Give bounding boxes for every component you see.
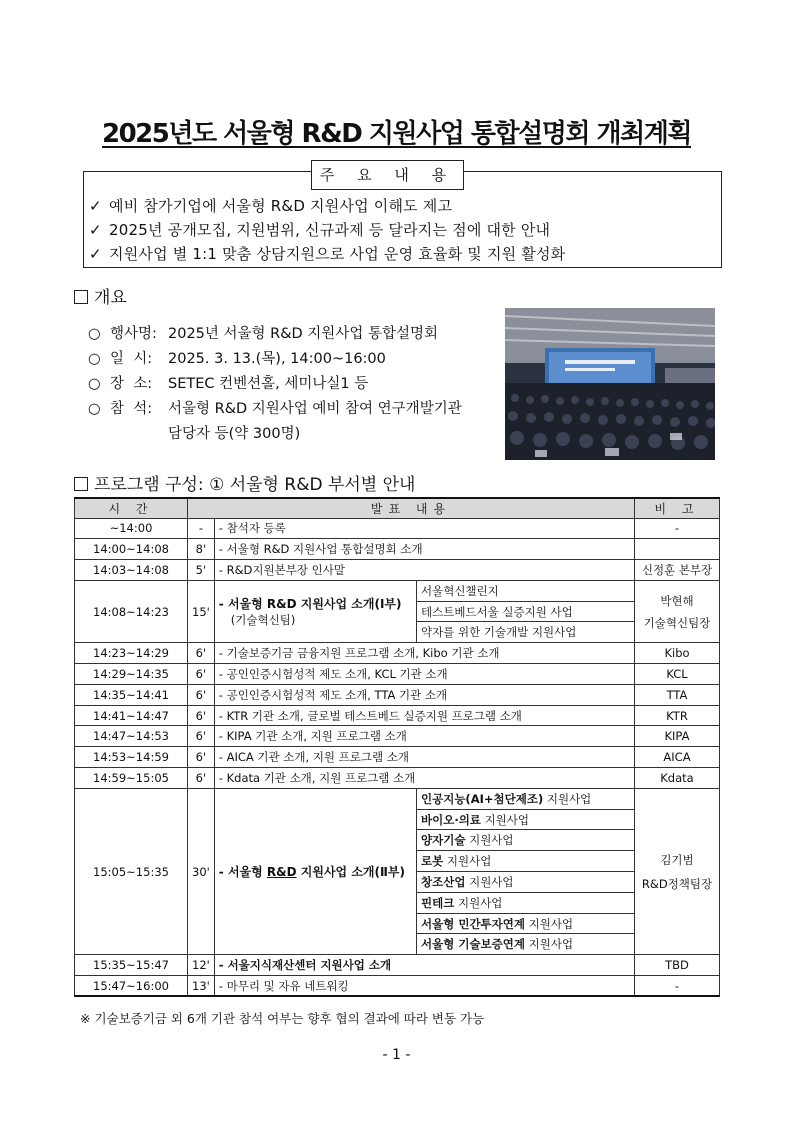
cell-time: 14:35~14:41 [75,684,188,705]
sub-program-suffix: 지원사업 [443,854,492,869]
cell-time: 14:41~14:47 [75,705,188,726]
overview-value: 2025. 3. 13.(목), 14:00~16:00 [168,351,386,367]
summary-label: 주 요 내 용 [311,160,464,190]
sub-program-name: 핀테크 [421,895,455,910]
table-row [75,518,720,539]
sub-program-name: 창조산업 [421,874,466,889]
cell-content: - 공인인증시험성적 제도 소개, KCL 기관 소개 [214,664,634,685]
table-row [75,726,720,747]
table-row [75,705,720,726]
table-row [75,955,720,976]
cell-minutes: 30' [188,788,215,954]
header-note: 비 고 [635,498,720,518]
cell-content: - R&D지원본부장 인사말 [214,560,634,581]
cell-time: 14:00~14:08 [75,539,188,560]
sub-program-suffix: 지원사업 [480,812,530,827]
cell-minutes: 6' [188,684,215,705]
summary-item [89,242,719,266]
table-row [75,560,720,581]
cell-content: - KTR 기관 소개, 글로벌 테스트베드 실증지원 프로그램 소개 [214,705,634,726]
cell-content: - 참석자 등록 [214,518,634,539]
session-title: - 서울형 R&D 지원사업 소개(Ⅰ부) [218,597,402,612]
header-time: 시 간 [75,498,188,518]
event-photo [505,308,715,460]
circle-bullet-icon: ○ [88,376,101,392]
cell-minutes: 6' [188,768,215,789]
speaker-role: 기술혁신팀장 [643,615,711,630]
summary-item [89,194,719,218]
table-row [75,664,720,685]
sub-program [417,851,635,872]
table-row [75,788,720,809]
summary-list [89,194,719,266]
sub-program-suffix: 지원사업 [524,916,574,931]
cell-minutes: - [188,518,215,539]
table-row [75,580,720,601]
cell-time: ~14:00 [75,518,188,539]
overview-label: 장 소: [110,376,153,392]
summary-text: 예비 참가기업에 서울형 R&D 지원사업 이해도 제고 [109,197,453,215]
cell-note: KIPA [635,726,720,747]
check-icon: ✓ [89,221,102,239]
checkbox-square-icon [74,290,88,304]
sub-program [417,913,635,934]
overview-item [88,397,503,422]
cell-content: - 기술보증기금 금융지원 프로그램 소개, Kibo 기관 소개 [214,643,634,664]
sub-program-name: 양자기술 [421,833,466,848]
circle-bullet-icon: ○ [88,351,101,367]
sub-program [417,872,635,893]
cell-minutes: 8' [188,539,215,560]
table-row [75,976,720,997]
cell-minutes: 6' [188,643,215,664]
session-title-post: 지원사업 소개(Ⅱ부) [296,865,405,880]
cell-content: - KIPA 기관 소개, 지원 프로그램 소개 [214,726,634,747]
cell-time: 14:03~14:08 [75,560,188,581]
overview-label: 일 시: [110,351,153,367]
sub-program-name: 서울형 기술보증연계 [421,937,525,952]
overview-item [88,322,503,347]
checkbox-square-icon [74,477,88,491]
sub-program [417,892,635,913]
cell-minutes: 6' [188,747,215,768]
sub-program-suffix: 지원사업 [543,791,592,806]
cell-content [214,788,416,954]
cell-note: - [635,518,720,539]
cell-note [635,539,720,560]
program-table [74,497,720,997]
cell-time: 14:59~15:05 [75,768,188,789]
speaker-name: 김기범 [660,852,694,867]
sub-program: 서울혁신챌린지 [417,580,635,601]
table-row [75,684,720,705]
cell-minutes: 12' [188,955,215,976]
overview-list [88,322,503,447]
cell-minutes: 15' [188,580,215,642]
cell-content: - Kdata 기관 소개, 지원 프로그램 소개 [214,768,634,789]
cell-note: Kibo [635,643,720,664]
overview-value: 서울형 R&D 지원사업 예비 참여 연구개발기관 [168,401,462,417]
sub-program [417,809,635,830]
cell-minutes: 6' [188,705,215,726]
sub-program-suffix: 지원사업 [454,895,503,910]
cell-content [214,580,416,642]
sub-program: 약자를 위한 기술개발 지원사업 [417,622,635,643]
program-heading-text: 프로그램 구성: ① 서울형 R&D 부서별 안내 [94,475,416,495]
summary-text: 2025년 공개모집, 지원범위, 신규과제 등 달라지는 점에 대한 안내 [109,221,551,239]
page-number: - 1 - [382,1047,411,1063]
speaker-role: R&D정책팀장 [641,876,713,891]
overview-item [88,372,503,397]
cell-content: - 서울지식재산센터 지원사업 소개 [214,955,634,976]
sub-program-name: 로봇 [421,854,444,869]
cell-content: - 마무리 및 자유 네트워킹 [214,976,634,997]
overview-label: 행사명: [110,326,157,342]
speaker-name: 박현해 [660,593,694,608]
overview-value: 2025년 서울형 R&D 지원사업 통합설명회 [168,326,438,342]
overview-item [88,347,503,372]
sub-program [417,788,635,809]
check-icon: ✓ [89,197,102,215]
session-title-rd: R&D [266,865,297,880]
document-title: 2025년도 서울형 R&D 지원사업 통합설명회 개최계획 [102,119,691,149]
seminar-hall-image [505,308,715,460]
cell-note: - [635,976,720,997]
table-header-row [75,498,720,518]
overview-heading-text: 개요 [94,288,127,308]
overview-value: SETEC 컨벤션홀, 세미나실1 등 [168,376,369,392]
table-row [75,539,720,560]
circle-bullet-icon: ○ [88,326,101,342]
cell-note: 신정훈 본부장 [635,560,720,581]
summary-text: 지원사업 별 1:1 맞춤 상담지원으로 사업 운영 효율화 및 지원 활성화 [109,245,566,263]
cell-note: TTA [635,684,720,705]
overview-label: 참 석: [110,401,153,417]
header-content: 발표 내용 [188,498,635,518]
cell-time: 14:23~14:29 [75,643,188,664]
sub-program-name: 바이오·의료 [421,812,481,827]
cell-minutes: 13' [188,976,215,997]
overview-item-continued: 담당자 등(약 300명) [168,426,301,442]
cell-note: Kdata [635,768,720,789]
sub-program [417,830,635,851]
sub-program-suffix: 지원사업 [524,937,574,952]
cell-minutes: 5' [188,560,215,581]
sub-program-suffix: 지원사업 [465,833,514,848]
circle-bullet-icon: ○ [88,401,101,417]
cell-note: TBD [635,955,720,976]
cell-note: KTR [635,705,720,726]
cell-content: - 공인인증시험성적 제도 소개, TTA 기관 소개 [214,684,634,705]
cell-content: - 서울형 R&D 지원사업 통합설명회 소개 [214,539,634,560]
cell-time: 14:08~14:23 [75,580,188,642]
table-row [75,643,720,664]
session-team: (기술혁신팀) [230,613,296,628]
sub-program-name: 서울형 민간투자연계 [421,916,525,931]
cell-note: AICA [635,747,720,768]
sub-program-suffix: 지원사업 [465,874,514,889]
cell-time: 14:53~14:59 [75,747,188,768]
sub-program-name: 인공지능(AI+첨단제조) [421,791,544,806]
program-heading [74,470,415,495]
cell-time: 14:29~14:35 [75,664,188,685]
cell-note: KCL [635,664,720,685]
cell-content: - AICA 기관 소개, 지원 프로그램 소개 [214,747,634,768]
footnote: ※ 기술보증기금 외 6개 기관 참석 여부는 향후 협의 결과에 따라 변동 가능 [80,1011,485,1026]
overview-heading [74,283,127,308]
sub-program [417,934,635,955]
check-icon: ✓ [89,245,102,263]
cell-minutes: 6' [188,726,215,747]
table-row [75,747,720,768]
cell-note [635,580,720,642]
sub-program: 테스트베드서울 실증지원 사업 [417,601,635,622]
cell-time: 14:47~14:53 [75,726,188,747]
session-title-pre: - 서울형 [218,865,267,880]
summary-item [89,218,719,242]
cell-time: 15:35~15:47 [75,955,188,976]
cell-time: 15:47~16:00 [75,976,188,997]
cell-note [635,788,720,954]
table-row [75,768,720,789]
cell-time: 15:05~15:35 [75,788,188,954]
cell-minutes: 6' [188,664,215,685]
